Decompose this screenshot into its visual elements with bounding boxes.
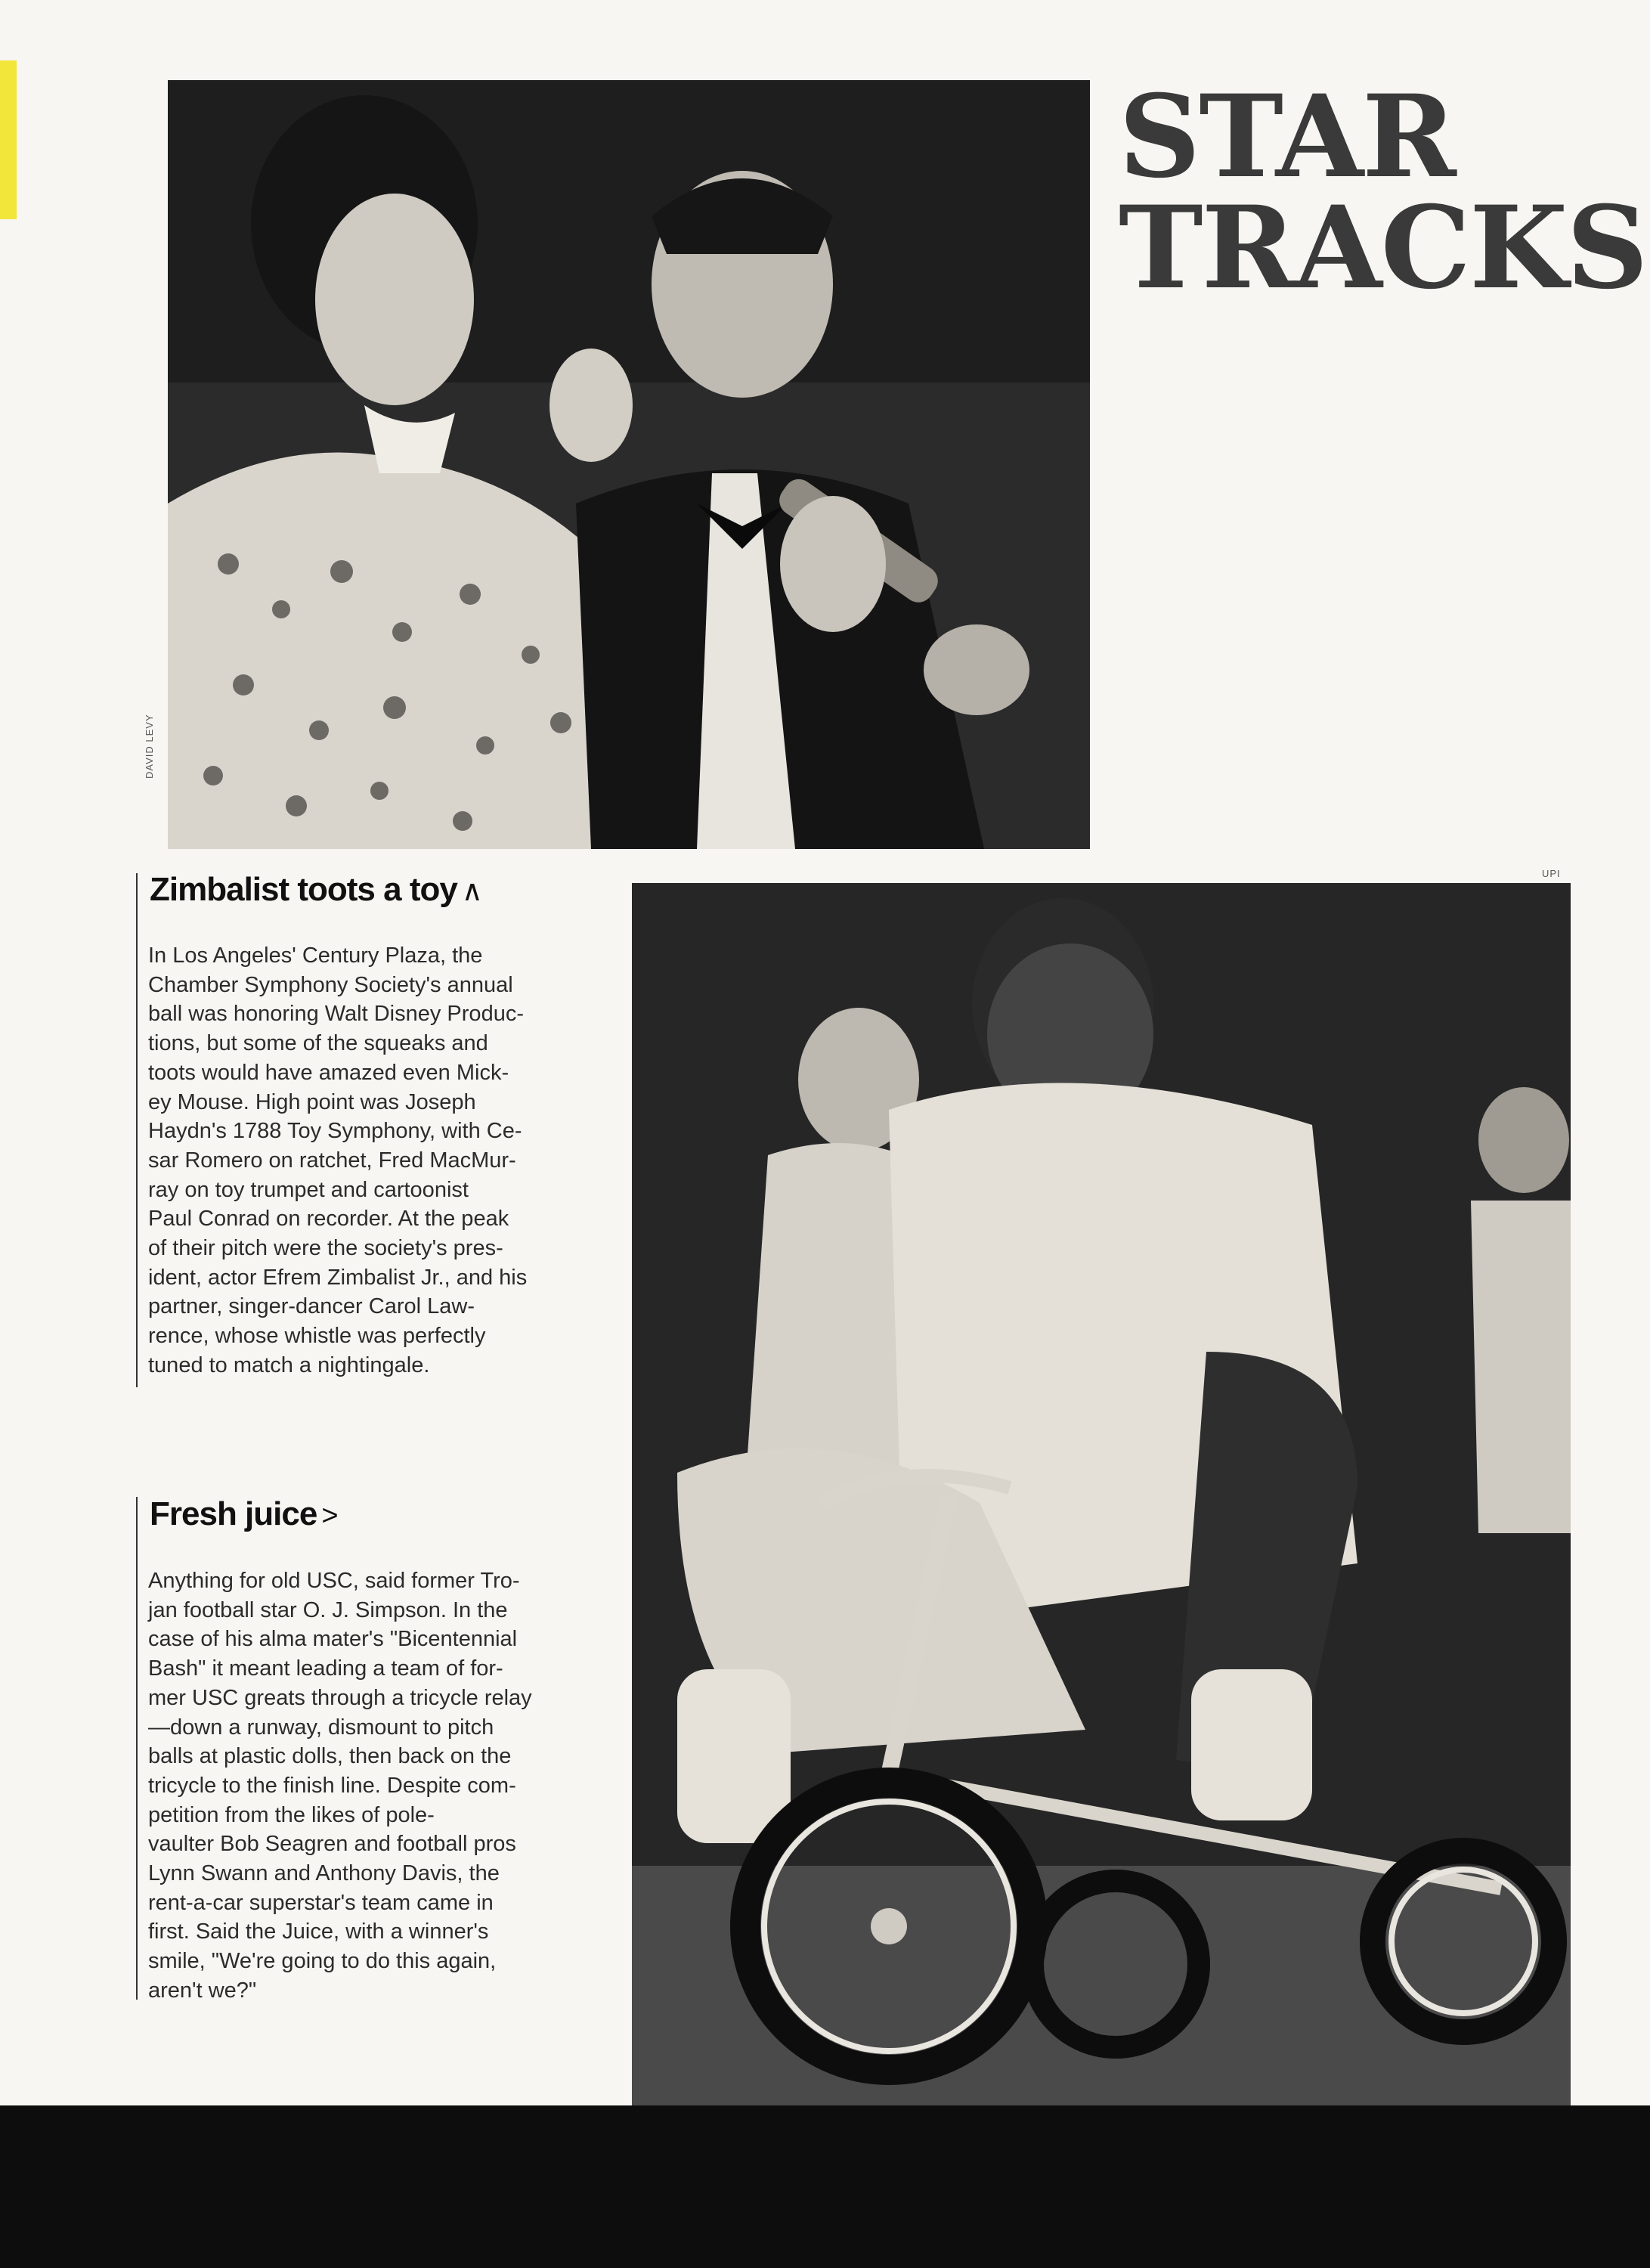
body-line: tuned to match a nightingale. [148, 1352, 430, 1377]
body-line: In Los Angeles' Century Plaza, the [148, 943, 483, 968]
story-2-headline [150, 1495, 338, 1533]
body-line: Anything for old USC, said former Tro- [148, 1569, 520, 1593]
body-line: Paul Conrad on recorder. At the peak [148, 1207, 509, 1232]
body-line: rence, whose whistle was perfectly [148, 1324, 486, 1349]
body-line: petition from the likes of pole- [148, 1802, 435, 1827]
body-line: Lynn Swann and Anthony Davis, the [148, 1861, 500, 1886]
body-line: Haydn's 1788 Toy Symphony, with Ce- [148, 1119, 522, 1144]
scan-background [0, 2105, 1650, 2268]
body-line: —down a runway, dismount to pitch [148, 1715, 494, 1740]
body-line: ident, actor Efrem Zimbalist Jr., and his [148, 1265, 528, 1290]
column-rule [136, 1497, 138, 2000]
masthead-line-2: TRACKS [1119, 181, 1647, 314]
body-line: smile, "We're going to do this again, [148, 1949, 497, 1974]
body-line: aren't we?" [148, 1978, 257, 2003]
body-line: rent-a-car superstar's team came in [148, 1890, 494, 1915]
story-2-body [148, 1566, 602, 2006]
photo-credit-top: DAVID LEVY [144, 714, 155, 779]
body-line: sar Romero on ratchet, Fred MacMur- [148, 1148, 516, 1173]
body-line: mer USC greats through a tricycle relay [148, 1685, 532, 1710]
body-line: balls at plastic dolls, then back on the [148, 1744, 512, 1769]
body-line: jan football star O. J. Simpson. In the [148, 1597, 508, 1622]
right-arrow-icon: > [321, 1500, 338, 1532]
story-1-headline-text: Zimbalist toots a toy [150, 871, 457, 908]
masthead-line-1: STAR [1119, 70, 1455, 203]
adjacent-page-edge [0, 60, 17, 219]
body-line: partner, singer-dancer Carol Law- [148, 1294, 475, 1319]
body-line: ball was honoring Walt Disney Produc- [148, 1002, 524, 1027]
section-masthead [1119, 70, 1647, 314]
body-line: Chamber Symphony Society's annual [148, 972, 513, 997]
body-line: tricycle to the finish line. Despite com- [148, 1773, 516, 1798]
body-line: ey Mouse. High point was Joseph [148, 1089, 476, 1114]
story-1-headline [150, 871, 482, 909]
body-line: of their pitch were the society's pres- [148, 1236, 503, 1261]
body-line: ray on toy trumpet and cartoonist [148, 1177, 469, 1202]
body-line: toots would have amazed even Mick- [148, 1060, 509, 1085]
story-2-headline-text: Fresh juice [150, 1495, 317, 1532]
body-line: vaulter Bob Seagren and football pros [148, 1832, 516, 1857]
story-1-body [148, 941, 602, 1380]
photo-zimbalist-lawrence [168, 80, 1090, 849]
body-line: Bash" it meant leading a team of for- [148, 1656, 503, 1681]
body-line: first. Said the Juice, with a winner's [148, 1919, 489, 1944]
photo-credit-bottom: UPI [1542, 868, 1561, 879]
column-rule [136, 873, 138, 1387]
up-arrow-icon: ∧ [461, 875, 482, 907]
body-line: case of his alma mater's "Bicentennial [148, 1627, 518, 1652]
photo-simpson-tricycle [632, 883, 1571, 2105]
body-line: tions, but some of the squeaks and [148, 1031, 488, 1056]
